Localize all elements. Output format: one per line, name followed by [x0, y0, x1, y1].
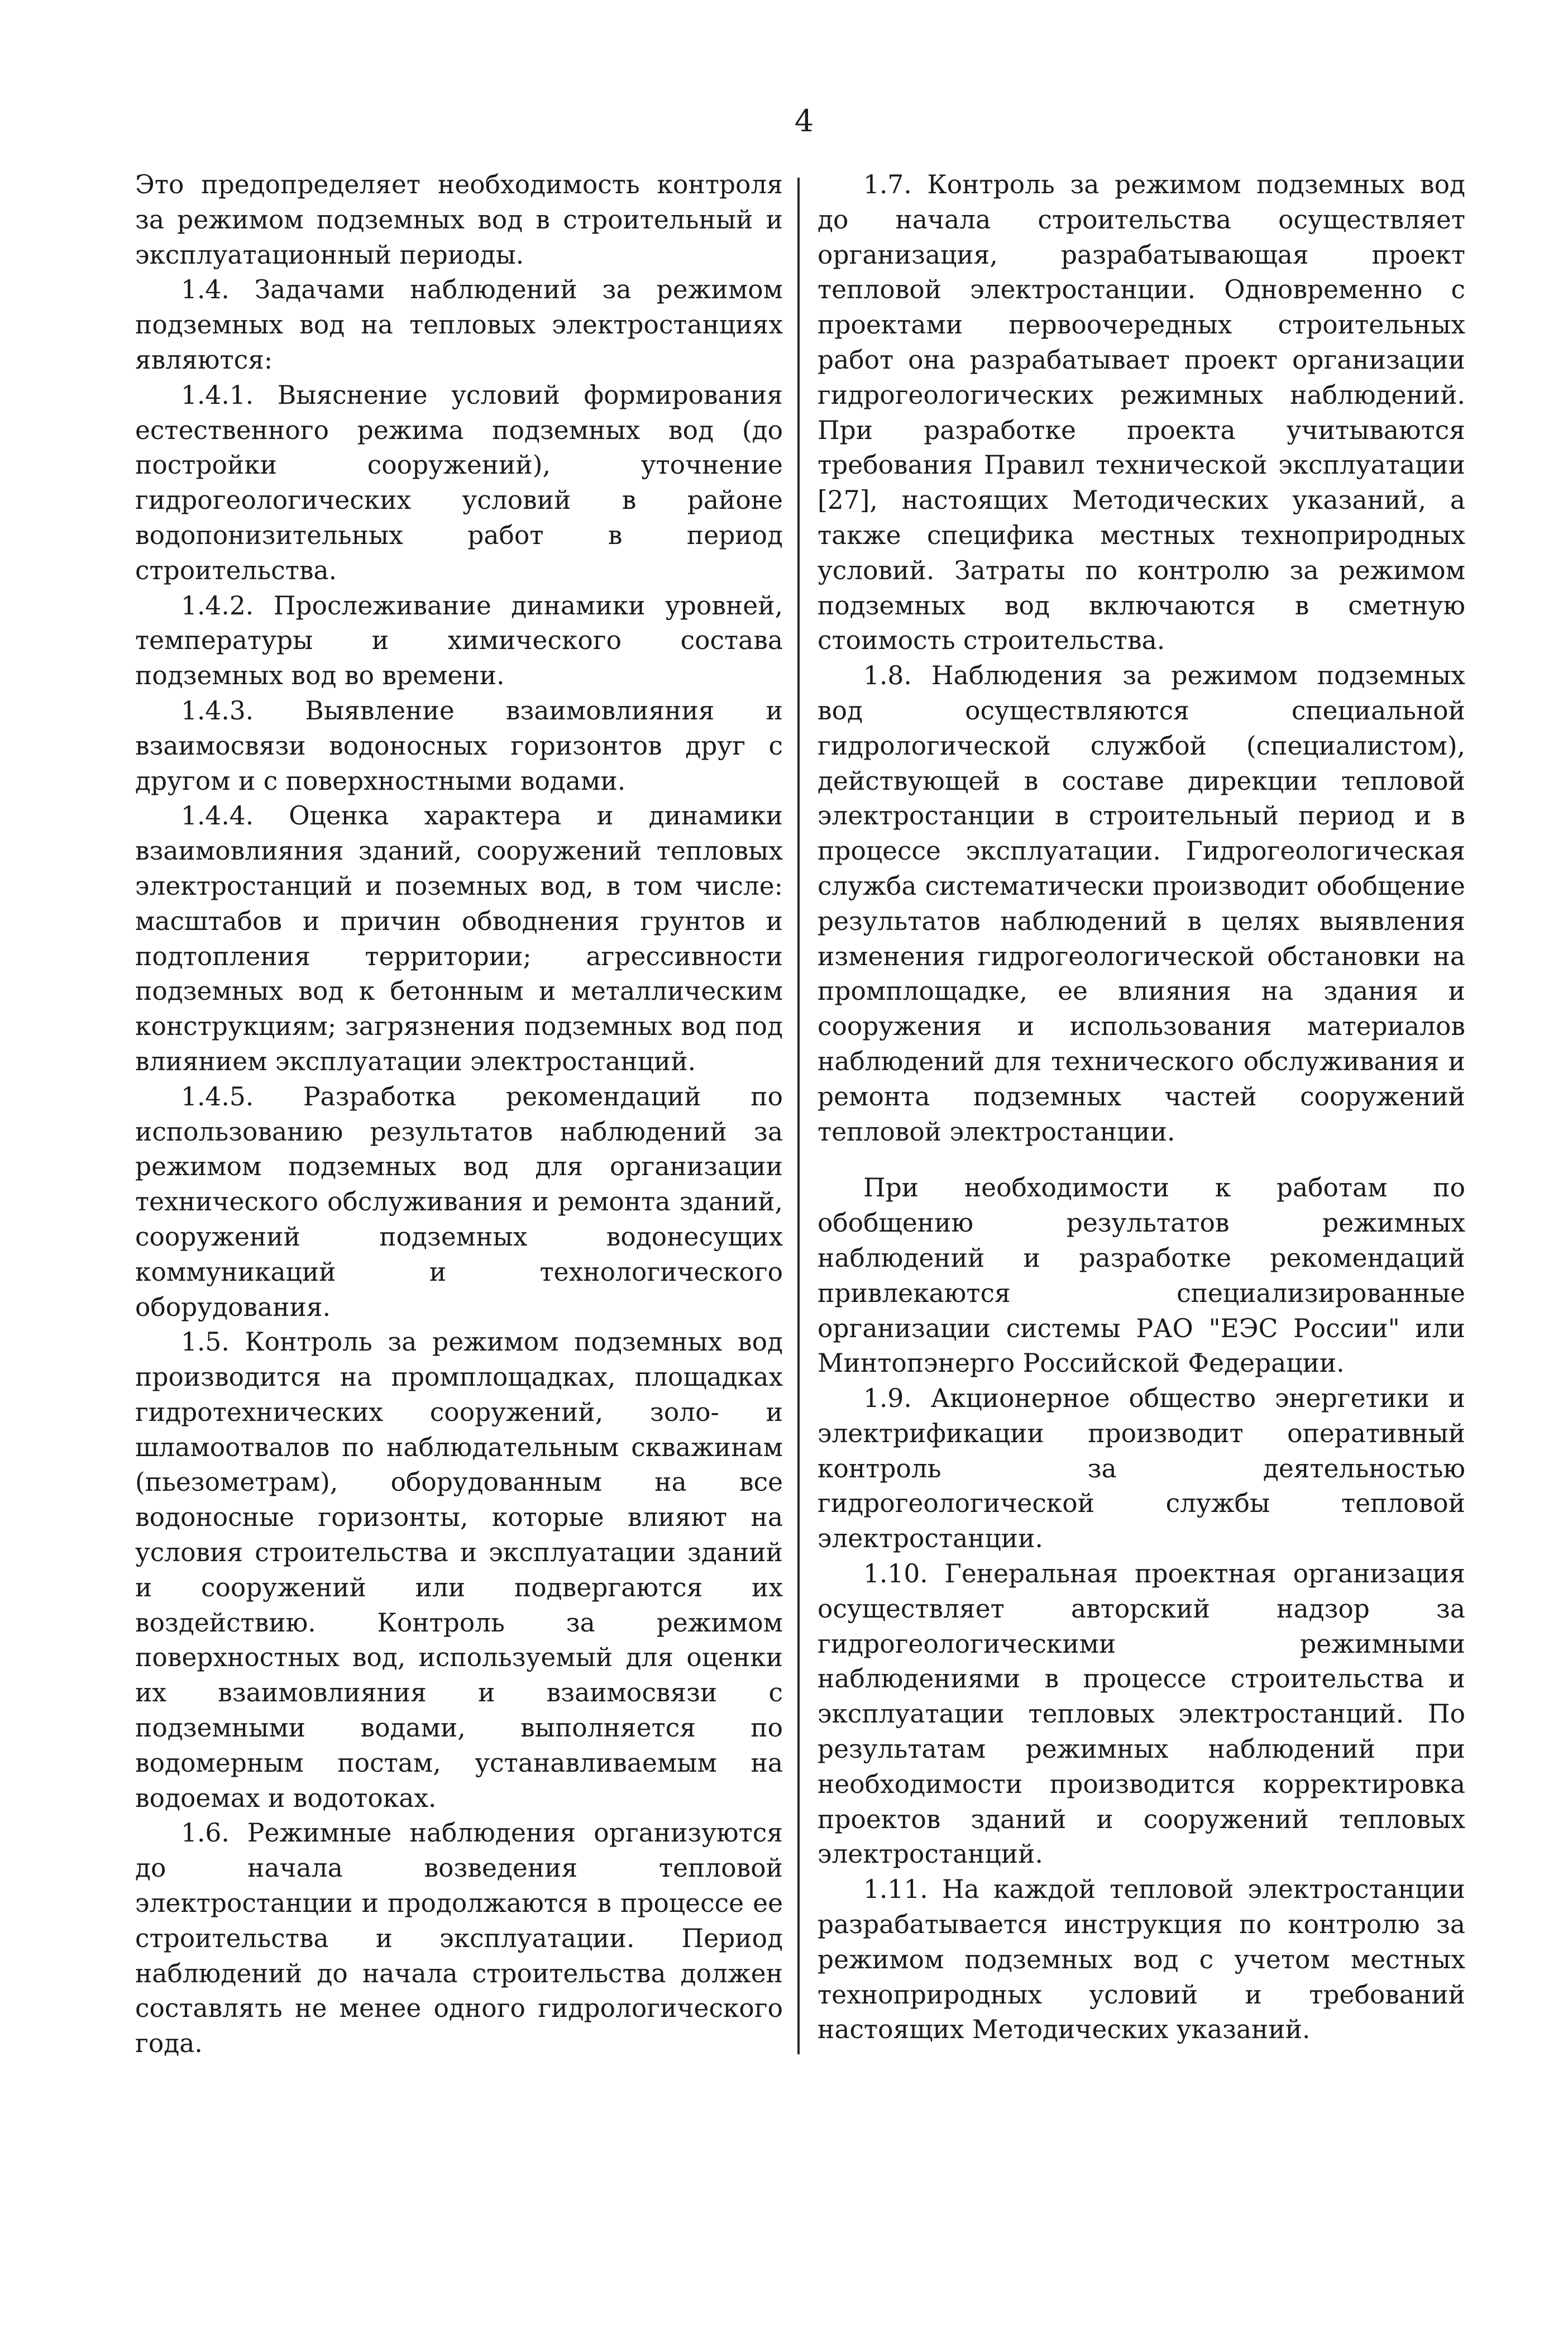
- paragraph-1-4-5: 1.4.5. Разработка рекомендаций по использованию результатов наблюдений за режимом подземных вод для организации технического обслуживания и ремонта зданий, сооружений подземных водонесущих коммуникаций и технологического оборудования.: [135, 1081, 783, 1322]
- column-divider: [797, 178, 800, 2054]
- left-column: [135, 168, 783, 2062]
- paragraph-1-4: 1.4. Задачами наблюдений за режимом подземных вод на тепловых электростанциях являются:: [135, 275, 783, 375]
- paragraph-intro: Это предопределяет необходимость контроля за режимом подземных вод в строительный и эксплуатационный периоды.: [135, 170, 783, 270]
- right-column: [818, 168, 1465, 2048]
- paragraph-1-4-1: 1.4.1. Выяснение условий формирования естественного режима подземных вод (до постройки сооружений), уточнение гидрогеологических условий в районе водопонизительных работ в период строительства.: [135, 380, 783, 585]
- paragraph-1-7: 1.7. Контроль за режимом подземных вод до начала строительства осуществляет организация, разрабатывающая проект тепловой электростанции. Одновременно с проектами первоочередных строительных работ она разрабатывает проект организации гидрогеологических режимных наблюдений. При разработке проекта учитываются требования Правил технической эксплуатации [27], настоящих Методических указаний, а также специфика местных техноприродных условий. Затраты по контролю за режимом подземных вод включаются в сметную стоимость строительства.: [818, 170, 1465, 656]
- paragraph-1-8: 1.8. Наблюдения за режимом подземных вод осуществляются специальной гидрологической службой (специалистом), действующей в составе дирекции тепловой электростанции в строительный период и в процессе эксплуатации. Гидрогеологическая служба систематически производит обобщение результатов наблюдений в целях выявления изменения гидрогеологической обстановки на промплощадке, ее влияния на здания и сооружения и использования материалов наблюдений для технического обслуживания и ремонта подземных частей сооружений тепловой электростанции.: [818, 661, 1465, 1147]
- paragraph-1-6: 1.6. Режимные наблюдения организуются до начала возведения тепловой электростанции и продолжаются в процессе ее строительства и эксплуатации. Период наблюдений до начала строительства должен составлять не менее одного гидрологического года.: [135, 1818, 783, 2059]
- paragraph-1-9: 1.9. Акционерное общество энергетики и электрификации производит оперативный контроль за деятельностью гидрогеологической службы тепловой электростанции.: [818, 1384, 1465, 1554]
- paragraph-1-4-4: 1.4.4. Оценка характера и динамики взаимовлияния зданий, сооружений тепловых электростанций и поземных вод, в том числе: масштабов и причин обводнения грунтов и подтопления территории; агрессивности подземных вод к бетонным и металлическим конструкциям; загрязнения подземных вод под влиянием эксплуатации электростанций.: [135, 801, 783, 1076]
- paragraph-1-8-note: При необходимости к работам по обобщению результатов режимных наблюдений и разработке рекомендаций привлекаются специализированные организации системы РАО "ЕЭС России" или Минтопэнерго Российской Федерации.: [818, 1173, 1465, 1378]
- paragraph-1-4-2: 1.4.2. Прослеживание динамики уровней, температуры и химического состава подземных вод во времени.: [135, 590, 783, 691]
- paragraph-1-4-3: 1.4.3. Выявление взаимовлияния и взаимосвязи водоносных горизонтов друг с другом и с поверхностными водами.: [135, 695, 783, 796]
- paragraph-1-10: 1.10. Генеральная проектная организация осуществляет авторский надзор за гидрогеологическими режимными наблюдениями в процессе строительства и эксплуатации тепловых электростанций. По результатам режимных наблюдений при необходимости производится корректировка проектов зданий и сооружений тепловых электростанций.: [818, 1559, 1465, 1869]
- paragraph-1-11: 1.11. На каждой тепловой электростанции разрабатывается инструкция по контролю за режимом подземных вод с учетом местных техноприродных условий и требований настоящих Методических указаний.: [818, 1874, 1465, 2045]
- page-number: 4: [794, 103, 814, 139]
- paragraph-1-5: 1.5. Контроль за режимом подземных вод производится на промплощадках, площадках гидротехнических сооружений, золо- и шламоотвалов по наблюдательным скважинам (пьезометрам), оборудованным на все водоносные горизонты, которые влияют на условия строительства и эксплуатации зданий и сооружений или подвергаются их воздействию. Контроль за режимом поверхностных вод, используемый для оценки их взаимовлияния и взаимосвязи с подземными водами, выполняется по водомерным постам, устанавливаемым на водоемах и водотоках.: [135, 1327, 783, 1813]
